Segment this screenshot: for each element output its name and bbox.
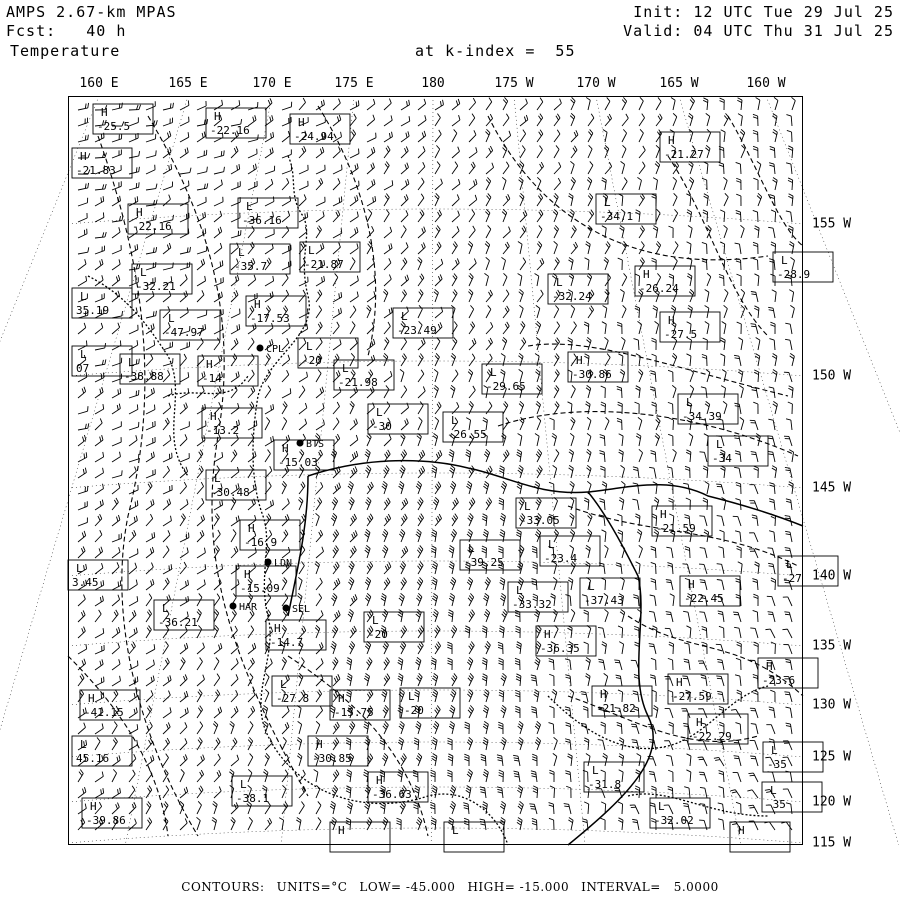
extremum-value: -30 — [372, 420, 392, 433]
extremum-value: -39.25 — [464, 556, 504, 569]
extremum-type: H — [274, 622, 281, 635]
lat-label: 150 W — [812, 368, 852, 384]
extremum-type: L — [238, 246, 245, 259]
extremum-type: H — [214, 110, 221, 123]
extremum-type: H — [600, 688, 607, 701]
extremum-value: -22.29 — [692, 730, 732, 743]
extremum-value: -38.88 — [124, 370, 164, 383]
extremum-value: -32.02 — [654, 814, 694, 827]
extremum-type: L — [592, 764, 599, 777]
station-label-cpl: CPL — [266, 344, 285, 355]
extremum-type: H — [738, 824, 745, 837]
lon-label: 160 W — [746, 76, 786, 91]
vertical-level: at k-index = 55 — [415, 42, 576, 60]
extremum-type: H — [206, 358, 213, 371]
extremum-type: H — [766, 660, 773, 673]
extremum-type: H — [101, 106, 108, 119]
extremum-type: H — [544, 628, 551, 641]
extremum-type: H — [254, 298, 261, 311]
extremum-type: L — [80, 738, 87, 751]
extremum-type: H — [688, 578, 695, 591]
station-label-har: HAR — [239, 602, 258, 613]
extremum-value: -27.59 — [672, 690, 712, 703]
extremum-value: -15.75 — [334, 706, 374, 719]
extremum-type: H — [248, 522, 255, 535]
lat-label: 155 W — [812, 216, 852, 232]
extremum-type: L — [246, 200, 253, 213]
extremum-value: 45.16 — [76, 752, 110, 765]
extremum-value: -37.43 — [584, 594, 624, 607]
extremum-type: L — [588, 580, 595, 593]
extremum-type: L — [408, 690, 415, 703]
extremum-type: L — [516, 584, 523, 597]
extremum-value: -31.8 — [588, 778, 622, 791]
extremum-value: -21.59 — [656, 522, 696, 535]
extremum-value: -15.03 — [278, 456, 318, 469]
extremum-value: -36.21 — [158, 616, 198, 629]
extremum-value: -30.48 — [210, 486, 250, 499]
extremum-type: H — [210, 410, 217, 423]
lon-label: 180 — [421, 76, 445, 91]
extremum-type: H — [338, 824, 345, 837]
extremum-type: H — [696, 716, 703, 729]
extremum-value: -34 — [712, 452, 732, 465]
extremum-value: -33.32 — [512, 598, 552, 611]
extremum-type: L — [490, 366, 497, 379]
station-dot — [265, 559, 272, 566]
extremum-type: H — [88, 692, 95, 705]
extremum-type: L — [771, 744, 778, 757]
extremum-type: L — [306, 340, 313, 353]
extremum-value: -15.09 — [240, 582, 280, 595]
model-title: AMPS 2.67-km MPAS — [6, 3, 177, 21]
extremum-value: -47.97 — [164, 326, 204, 339]
extremum-value: -34.39 — [682, 410, 722, 423]
lat-label: 125 W — [812, 749, 852, 765]
extremum-type: L — [468, 542, 475, 555]
extremum-type: L — [80, 290, 87, 303]
contours-label: CONTOURS: — [181, 880, 265, 894]
extremum-value: 35.19 — [76, 304, 110, 317]
contour-low: LOW= -45.000 — [359, 880, 456, 894]
extremum-type: L — [376, 406, 383, 419]
extremum-value: 07 — [76, 362, 90, 375]
extremum-value: -21.87 — [304, 258, 344, 271]
station-dot — [297, 440, 304, 447]
extremum-type: L — [140, 266, 147, 279]
extremum-type: L — [770, 784, 777, 797]
extremum-value: -16.9 — [244, 536, 278, 549]
contour-high: HIGH= -15.000 — [467, 880, 570, 894]
extremum-value: -33.05 — [520, 514, 560, 527]
extremum-type: L — [604, 196, 611, 209]
extremum-value: -14.7 — [270, 636, 304, 649]
extremum-value: -32.21 — [136, 280, 176, 293]
lon-label: 160 E — [79, 76, 119, 91]
extremum-type: L — [168, 312, 175, 325]
extremum-value: -20 — [404, 704, 424, 717]
extremum-value: -41.15 — [84, 706, 124, 719]
extremum-type: H — [376, 774, 383, 787]
station-label-bts: BTS — [306, 439, 325, 450]
extremum-value: -26.24 — [639, 282, 679, 295]
extremum-type: L — [658, 800, 665, 813]
lat-label: 130 W — [812, 697, 852, 713]
extremum-value: -30.85 — [312, 752, 352, 765]
extremum-type: H — [668, 314, 675, 327]
extremum-value: -36.35 — [540, 642, 580, 655]
extremum-value: -22.16 — [132, 220, 172, 233]
extremum-type: H — [316, 738, 323, 751]
extremum-value: -21.98 — [338, 376, 378, 389]
contour-interval: INTERVAL= 5.0000 — [581, 880, 719, 894]
lon-label: 175 E — [334, 76, 374, 91]
extremum-type: L — [686, 396, 693, 409]
forecast-label: Fcst: — [6, 22, 57, 40]
valid-time: Valid: 04 UTC Thu 31 Jul 25 — [623, 22, 894, 40]
extremum-value: -27.5 — [664, 328, 698, 341]
extremum-type: H — [660, 508, 667, 521]
extremum-value: -28.9 — [777, 268, 811, 281]
extremum-value: -25.5 — [97, 120, 131, 133]
extremum-value: -29.65 — [486, 380, 526, 393]
extremum-value: -34.1 — [600, 210, 634, 223]
extremum-type: L — [162, 602, 169, 615]
extremum-type: H — [282, 442, 289, 455]
extremum-value: -21.83 — [76, 164, 116, 177]
extremum-type: L — [308, 244, 315, 257]
lat-label: 145 W — [812, 480, 852, 496]
extremum-value: -27 — [782, 572, 802, 585]
lat-label: 135 W — [812, 638, 852, 654]
extremum-value: -35 — [767, 758, 787, 771]
extremum-type: L — [452, 824, 459, 837]
extremum-type: L — [548, 538, 555, 551]
extremum-value: -22.16 — [210, 124, 250, 137]
forecast-value: 40 h — [86, 22, 127, 40]
extremum-value: -26.55 — [447, 428, 487, 441]
extremum-value: -17.53 — [250, 312, 290, 325]
station-dot — [283, 605, 290, 612]
extremum-type: L — [781, 254, 788, 267]
extremum-value: -35.7 — [234, 260, 268, 273]
extremum-type: L — [280, 678, 287, 691]
extremum-value: -36.16 — [242, 214, 282, 227]
extremum-value: -36.63 — [372, 788, 412, 801]
extremum-value: -22.45 — [684, 592, 724, 605]
extremum-value: -13.2 — [206, 424, 240, 437]
extremum-type: L — [524, 500, 531, 513]
extremum-type: L — [716, 438, 723, 451]
extremum-type: L — [786, 558, 793, 571]
extremum-value: -23.4 — [544, 552, 578, 565]
extremum-type: L — [372, 614, 379, 627]
extremum-type: H — [298, 116, 305, 129]
station-dot — [230, 603, 237, 610]
extremum-type: H — [244, 568, 251, 581]
lon-label: 170 E — [252, 76, 292, 91]
extremum-type: H — [668, 134, 675, 147]
extremum-type: L — [451, 414, 458, 427]
extremum-value: -32.24 — [552, 290, 592, 303]
extremum-value: -39.86 — [86, 814, 126, 827]
extremum-value: -35 — [766, 798, 786, 811]
extremum-type: H — [676, 676, 683, 689]
lon-label: 165 E — [168, 76, 208, 91]
extremum-type: H — [643, 268, 650, 281]
extremum-value: -30.86 — [572, 368, 612, 381]
extremum-value: -23.49 — [397, 324, 437, 337]
extremum-type: H — [338, 692, 345, 705]
station-label-sel: SEL — [292, 604, 311, 615]
extremum-type: L — [76, 562, 83, 575]
init-time: Init: 12 UTC Tue 29 Jul 25 — [633, 3, 894, 21]
map-plot — [68, 96, 811, 845]
extremum-type: H — [80, 150, 87, 163]
extremum-type: L — [401, 310, 408, 323]
extremum-type: L — [556, 276, 563, 289]
field-name: Temperature — [10, 42, 121, 60]
lat-label: 140 W — [812, 568, 852, 584]
extremum-value: -24.94 — [294, 130, 334, 143]
station-dot — [257, 345, 264, 352]
extremum-value: -27.8 — [276, 692, 310, 705]
extremum-type: L — [342, 362, 349, 375]
extremum-type: H — [136, 206, 143, 219]
extremum-type: H — [576, 354, 583, 367]
extremum-value: 3.45 — [72, 576, 99, 589]
extremum-value: -21.27 — [664, 148, 704, 161]
extremum-type: L — [214, 472, 221, 485]
station-label-ldn: LDN — [274, 558, 293, 569]
extremum-value: -38.1 — [236, 792, 270, 805]
extremum-value: -20 — [302, 354, 322, 367]
extremum-value: -14 — [202, 372, 222, 385]
extremum-value: -23.6 — [762, 674, 796, 687]
extremum-type: L — [128, 356, 135, 369]
lat-label: 115 W — [812, 835, 852, 851]
forecast-hour — [6, 23, 126, 40]
extremum-value: -20 — [368, 628, 388, 641]
extremum-value: -21.82 — [596, 702, 636, 715]
contour-legend — [0, 880, 900, 894]
lon-label: 165 W — [659, 76, 699, 91]
lon-label: 170 W — [576, 76, 616, 91]
lon-label: 175 W — [494, 76, 534, 91]
extremum-type: L — [240, 778, 247, 791]
contour-units: UNITS=°C — [276, 880, 348, 894]
extremum-type: H — [90, 800, 97, 813]
extremum-type: L — [80, 348, 87, 361]
lat-label: 120 W — [812, 794, 852, 810]
